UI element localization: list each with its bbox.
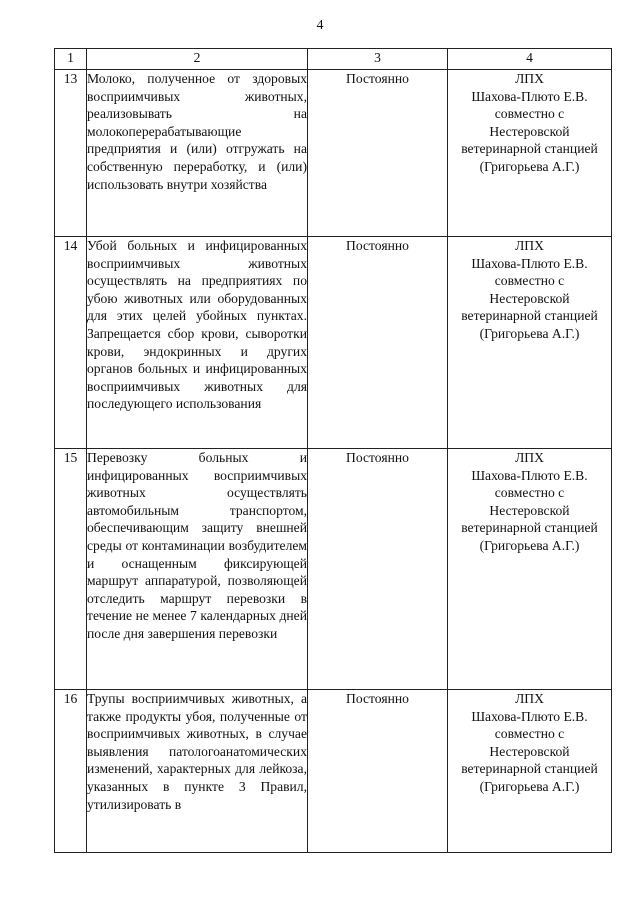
measure-description: Молоко, полученное от здоровых восприимчивых животных, реализовывать на молокоперерабатывающие предприятия и (или) отгружать на собственную переработку, и (или) использовать внутри хозяйства <box>87 70 308 237</box>
responsible-party: ЛПХ Шахова-Плюто Е.В. совместно с Нестеровской ветеринарной станцией (Григорьева А.Г.) <box>448 237 612 449</box>
measure-description: Убой больных и инфицированных восприимчивых животных осуществлять на предприятиях по убою животных или оборудованных для этих целей убойных пунктах. Запрещается сбор крови, сыворотки крови, эндокринных и других органов больных и инфицированных восприимчивых животных для последующего использования <box>87 237 308 449</box>
responsible-party: ЛПХ Шахова-Плюто Е.В. совместно с Нестеровской ветеринарной станцией (Григорьева А.Г.) <box>448 449 612 690</box>
table-row <box>55 70 612 237</box>
column-header-1: 1 <box>55 49 87 70</box>
header-row <box>55 49 612 70</box>
table-row <box>55 690 612 853</box>
measure-term: Постоянно <box>308 449 448 690</box>
table-row <box>55 449 612 690</box>
row-number: 15 <box>55 449 87 690</box>
page-number: 4 <box>316 18 324 33</box>
measure-description: Перевозку больных и инфицированных восприимчивых животных осуществлять автомобильным транспортом, обеспечивающим защиту внешней среды от контаминации возбудителем и оснащенным фиксирующей маршрут аппаратурой, позволяющей отследить маршрут перевозки в течение не менее 7 календарных дней после дня завершения перевозки <box>87 449 308 690</box>
table-row <box>55 237 612 449</box>
row-number: 16 <box>55 690 87 853</box>
column-header-4: 4 <box>448 49 612 70</box>
row-number: 14 <box>55 237 87 449</box>
measure-term: Постоянно <box>308 690 448 853</box>
measures-table <box>54 48 612 853</box>
measure-term: Постоянно <box>308 237 448 449</box>
responsible-party: ЛПХ Шахова-Плюто Е.В. совместно с Нестеровской ветеринарной станцией (Григорьева А.Г.) <box>448 690 612 853</box>
responsible-party: ЛПХ Шахова-Плюто Е.В. совместно с Нестеровской ветеринарной станцией (Григорьева А.Г.) <box>448 70 612 237</box>
column-header-2: 2 <box>87 49 308 70</box>
column-header-3: 3 <box>308 49 448 70</box>
measure-term: Постоянно <box>308 70 448 237</box>
row-number: 13 <box>55 70 87 237</box>
measure-description: Трупы восприимчивых животных, а также продукты убоя, полученные от восприимчивых животных, в случае выявления патологоанатомических изменений, характерных для лейкоза, указанных в пункте 3 Правил, утилизировать в <box>87 690 308 853</box>
